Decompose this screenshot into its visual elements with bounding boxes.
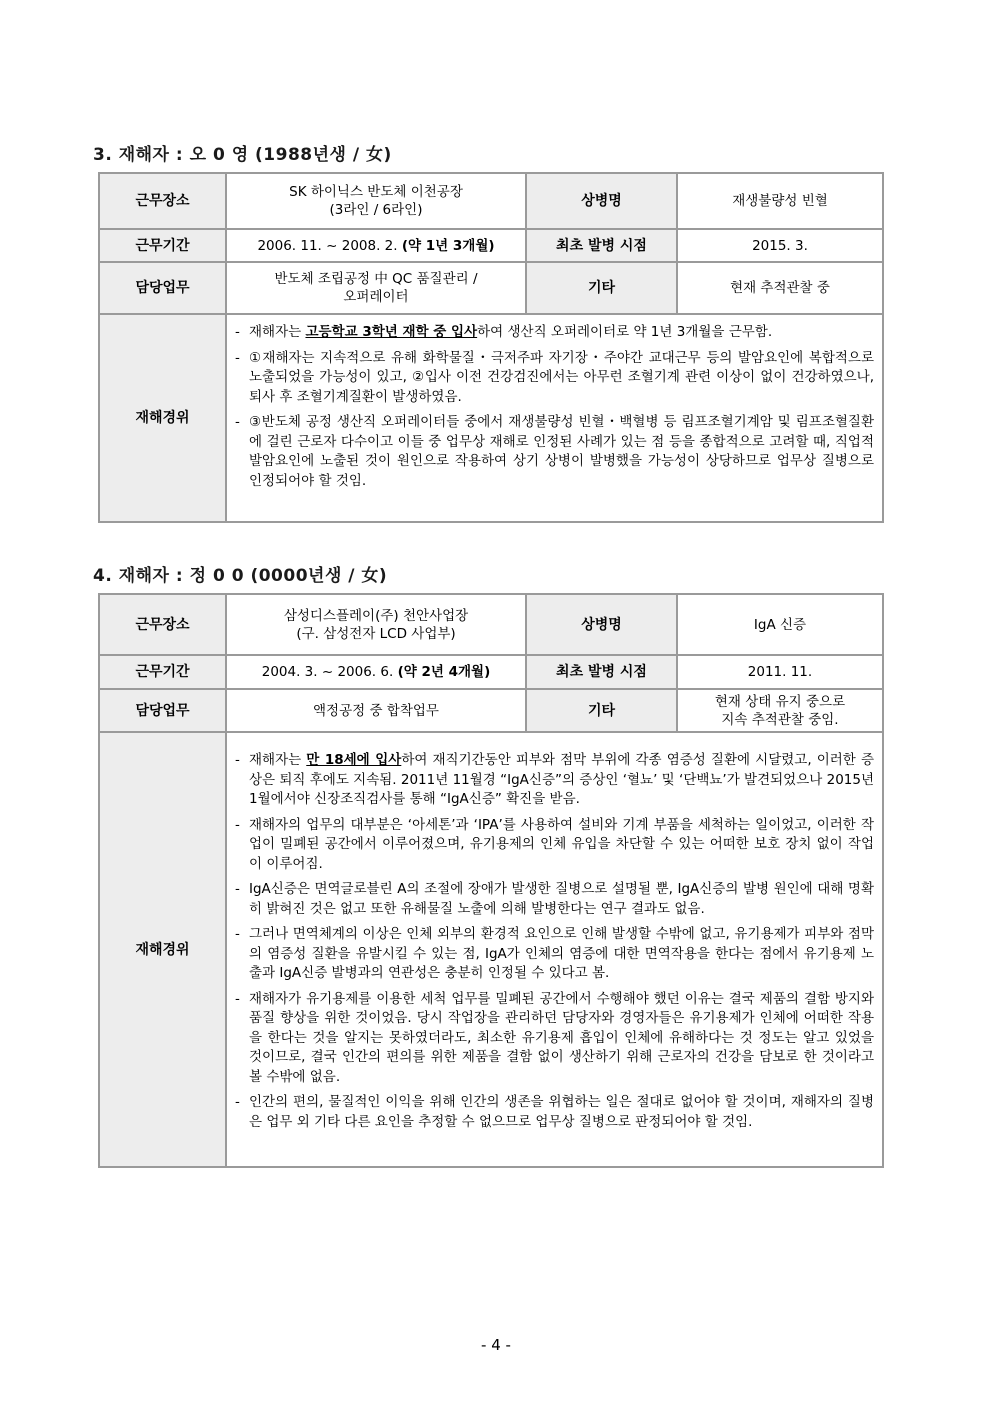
onset-value: 2011. 11. bbox=[677, 655, 883, 689]
history-item: - 재해자는 만 18세에 입사하여 재직기간동안 피부와 점막 부위에 각종 염증성 질환에 시달렸고, 이러한 증상은 퇴직 후에도 지속됨. 2011년 11월경 “IgA신증”의 증상인 ‘혈뇨’ 및 ‘단백뇨’가 발견되었으나 2015년 1월에서야 신장조직검사를 통해 “IgA신증” 확진을 받음. bbox=[235, 752, 874, 807]
other-value bbox=[677, 689, 883, 732]
workplace-line1: SK 하이닉스 반도체 이천공장 bbox=[289, 184, 463, 200]
other-label: 기타 bbox=[526, 262, 677, 314]
history-content bbox=[226, 732, 883, 1167]
duty-value bbox=[226, 262, 526, 314]
other-label: 기타 bbox=[526, 689, 677, 732]
disease-label: 상병명 bbox=[526, 173, 677, 229]
duty-line2: 오퍼레이터 bbox=[343, 289, 409, 305]
workplace-label: 근무장소 bbox=[99, 594, 226, 655]
case4-table bbox=[98, 593, 884, 1168]
case4-title: 4. 재해자 : 정 0 0 (0000년생 / 女) bbox=[93, 566, 388, 586]
page-number: - 4 - bbox=[481, 1336, 511, 1354]
history-item: - IgA신증은 면역글로블린 A의 조절에 장애가 발생한 질병으로 설명될 뿐, IgA신증의 발병 원인에 대해 명확히 밝혀진 것은 없고 또한 유해물질 노출에 의해 발병한다는 연구 결과도 없음. bbox=[235, 881, 874, 917]
other-value: 현재 추적관찰 중 bbox=[677, 262, 883, 314]
case3-table bbox=[98, 172, 884, 523]
history-item: - 그러나 면역체계의 이상은 인체 외부의 환경적 요인으로 인해 발생할 수밖에 없고, 유기용제가 피부와 점막의 염증성 질환을 유발시킬 수 있는 점, IgA가 인체의 염증에 대한 면역작용을 한다는 점에서 유기용제 노출과 IgA신증 발병과의 연관성은 충분히 인정될 수 있다고 봄. bbox=[235, 926, 874, 981]
case3-title: 3. 재해자 : 오 0 영 (1988년생 / 女) bbox=[93, 145, 392, 165]
period-dates: 2006. 11. ~ 2008. 2. bbox=[257, 237, 402, 254]
period-label: 근무기간 bbox=[99, 655, 226, 689]
disease-label: 상병명 bbox=[526, 594, 677, 655]
disease-value: 재생불량성 빈혈 bbox=[677, 173, 883, 229]
other-line1: 현재 상태 유지 중으로 bbox=[714, 693, 846, 710]
history-label: 재해경위 bbox=[99, 732, 226, 1167]
history-item: - ③반도체 공정 생산직 오퍼레이터들 중에서 재생불량성 빈혈・백혈병 등 림프조혈기계암 및 림프조혈질환에 걸린 근로자 다수이고 이들 중 업무상 재해로 인정된 사례가 있는 점 등을 종합적으로 고려할 때, 직업적 발암요인에 노출된 것이 원인으로 작용하여 상기 상병이 발병했을 가능성이 상당하므로 업무상 질병으로 인정되어야 할 것임. bbox=[235, 414, 874, 489]
history-item: - 재해자가 유기용제를 이용한 세척 업무를 밀폐된 공간에서 수행해야 했던 이유는 결국 제품의 결함 방지와 품질 향상을 위한 것이었음. 당시 작업장을 관리하던 담당자와 경영자들은 유기용제가 인체에 어떠한 작용을 한다는 것을 알지는 못하였더라도, 최소한 유기용제 흡입이 인체에 유해하다는 것 정도는 알고 있었을 것이므로, 결국 인간의 편의를 위한 제품을 결함 없이 생산하기 위해 근로자의 건강을 담보로 한 것이라고 볼 수밖에 없음. bbox=[235, 990, 874, 1085]
workplace-line2: (3라인 / 6라인) bbox=[329, 202, 423, 218]
history-item: - ①재해자는 지속적으로 유해 화학물질・극저주파 자기장・주야간 교대근무 등의 발암요인에 복합적으로 노출되었을 가능성이 있고, ②입사 이전 건강검진에서는 아무런 조혈기계 관련 이상이 없이 건강하였으나, 퇴사 후 조혈기계질환이 발생하였음. bbox=[235, 349, 874, 405]
period-duration: (약 1년 3개월) bbox=[401, 237, 495, 254]
duty-label: 담당업무 bbox=[99, 689, 226, 732]
history-item: - 인간의 편의, 물질적인 이익을 위해 인간의 생존을 위협하는 일은 절대로 없어야 할 것이며, 재해자의 질병은 업무 외 기타 다른 요인을 추정할 수 없으므로 업무상 질병으로 판정되어야 할 것임. bbox=[235, 1094, 874, 1130]
onset-label: 최초 발병 시점 bbox=[526, 655, 677, 689]
onset-label: 최초 발병 시점 bbox=[526, 229, 677, 262]
other-line2: 지속 추적관찰 중임. bbox=[721, 711, 839, 728]
workplace-value bbox=[226, 173, 526, 229]
duty-label: 담당업무 bbox=[99, 262, 226, 314]
period-duration: (약 2년 4개월) bbox=[397, 664, 491, 680]
history-item: - 재해자의 업무의 대부분은 ‘아세톤’과 ‘IPA’를 사용하여 설비와 기계 부품을 세척하는 일이었고, 이러한 작업이 밀폐된 공간에서 이루어졌으며, 유기용제의 인체 유입을 차단할 수 있는 어떠한 보호 장치 없이 작업이 이루어짐. bbox=[235, 816, 874, 872]
period-dates: 2004. 3. ~ 2006. 6. bbox=[261, 664, 398, 680]
workplace-line2: (구. 삼성전자 LCD 사업부) bbox=[296, 625, 456, 642]
duty-value: 액정공정 중 합착업무 bbox=[226, 689, 526, 732]
period-value bbox=[226, 229, 526, 262]
onset-value: 2015. 3. bbox=[677, 229, 883, 262]
period-label: 근무기간 bbox=[99, 229, 226, 262]
period-value bbox=[226, 655, 526, 689]
history-label: 재해경위 bbox=[99, 314, 226, 522]
history-content bbox=[226, 314, 883, 522]
workplace-label: 근무장소 bbox=[99, 173, 226, 229]
workplace-value bbox=[226, 594, 526, 655]
duty-line1: 반도체 조립공정 中 QC 품질관리 / bbox=[274, 271, 478, 287]
disease-value: IgA 신증 bbox=[677, 594, 883, 655]
workplace-line1: 삼성디스플레이(주) 천안사업장 bbox=[283, 607, 469, 624]
history-item: - 재해자는 고등학교 3학년 재학 중 입사하여 생산직 오퍼레이터로 약 1년 3개월을 근무함. bbox=[235, 324, 773, 340]
